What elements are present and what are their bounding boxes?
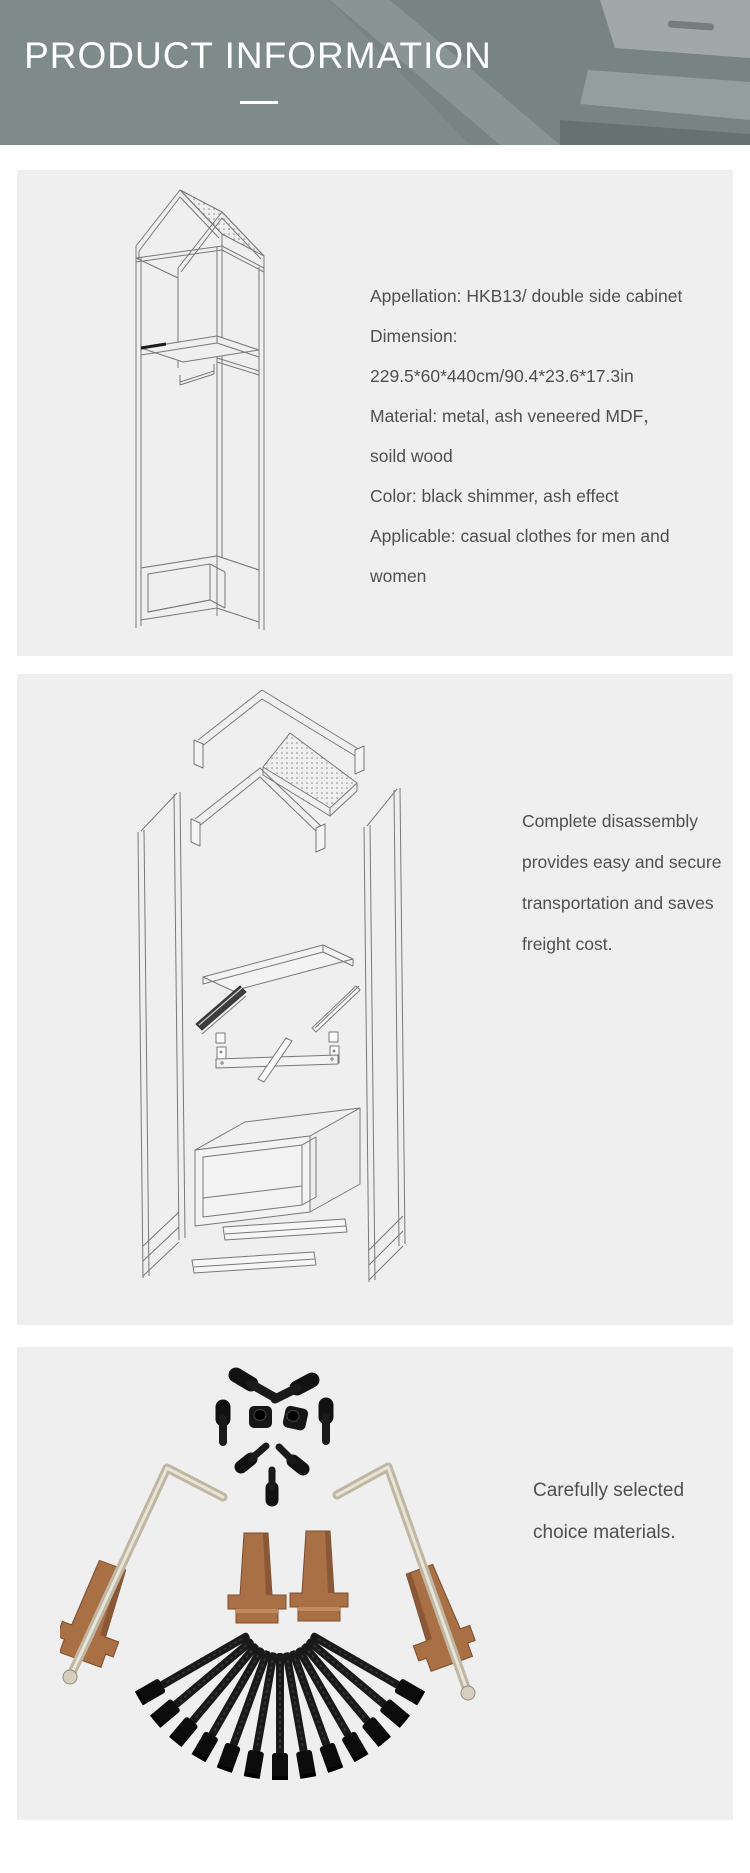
disassembly-text-line: Complete disassembly	[522, 811, 699, 831]
spec-panel	[17, 170, 733, 656]
disassembly-text-line: transportation and saves	[522, 893, 714, 913]
spec-text	[370, 276, 690, 596]
spec-text-line: Dimension:	[370, 326, 458, 346]
spec-text-line: Appellation: HKB13/ double side cabinet	[370, 286, 683, 306]
materials-text	[533, 1470, 738, 1554]
product-info-header	[0, 0, 750, 145]
spec-text-line: Color: black shimmer, ash effect	[370, 486, 619, 506]
spec-text-line: Applicable: casual clothes for men and	[370, 526, 670, 546]
spec-text-line: women	[370, 566, 427, 586]
spec-text-line: Material: metal, ash veneered MDF，	[370, 406, 661, 426]
spec-text-line: soild wood	[370, 446, 453, 466]
page-title: PRODUCT INFORMATION	[24, 35, 492, 76]
disassembly-text-line: freight cost.	[522, 934, 613, 954]
disassembly-text	[522, 801, 737, 965]
disassembly-text-line: provides easy and secure	[522, 852, 722, 872]
title-underline	[240, 101, 278, 104]
materials-text-line: Carefully selected	[533, 1480, 685, 1501]
assembled-cabinet-illustration	[122, 172, 282, 632]
hardware-fittings-illustration	[60, 1355, 480, 1815]
exploded-view-illustration	[110, 686, 410, 1316]
disassembly-panel	[17, 674, 733, 1325]
materials-text-line: choice materials.	[533, 1522, 676, 1543]
materials-panel	[17, 1347, 733, 1820]
spec-text-line: 229.5*60*440cm/90.4*23.6*17.3in	[370, 366, 634, 386]
